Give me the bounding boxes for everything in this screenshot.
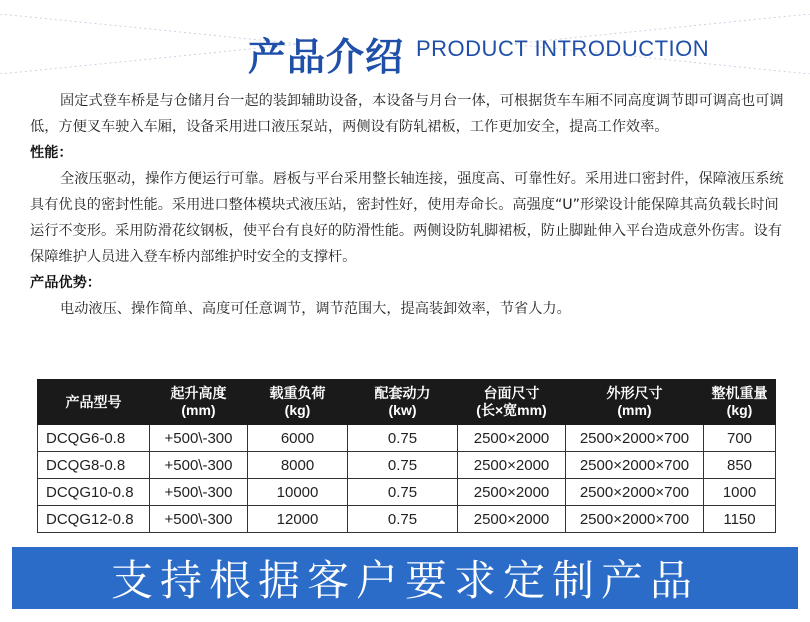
section-header (0, 24, 810, 79)
cell-platform-size: 2500×2000 (458, 425, 566, 452)
cell-weight: 700 (704, 425, 776, 452)
cell-load-capacity: 8000 (248, 452, 348, 479)
cell-model: DCQG6-0.8 (38, 425, 150, 452)
banner-text: 支持根据客户要求定制产品 (110, 556, 699, 605)
cell-lift-height: +500\-300 (150, 506, 248, 533)
header-weight: 整机重量 (kg) (704, 380, 776, 425)
cell-model: DCQG12-0.8 (38, 506, 150, 533)
advantages-paragraph: 电动液压、操作简单、高度可任意调节，调节范围大，提高装卸效率，节省人力。 (60, 301, 571, 317)
cell-overall-size: 2500×2000×700 (566, 425, 704, 452)
cell-weight: 1000 (704, 479, 776, 506)
header-lift-height: 起升高度 (mm) (150, 380, 248, 425)
product-description (30, 88, 790, 322)
table-header-row (38, 380, 776, 425)
table-row (38, 452, 776, 479)
header-power: 配套动力 (kw) (348, 380, 458, 425)
cell-weight: 850 (704, 452, 776, 479)
header-load-capacity: 载重负荷 (kg) (248, 380, 348, 425)
cell-load-capacity: 12000 (248, 506, 348, 533)
title-chinese: 产品介绍 (248, 35, 405, 79)
table-row (38, 479, 776, 506)
cell-lift-height: +500\-300 (150, 452, 248, 479)
header-overall-size: 外形尺寸 (mm) (566, 380, 704, 425)
title-english: PRODUCT INTRODUCTION (416, 36, 710, 61)
cell-overall-size: 2500×2000×700 (566, 452, 704, 479)
cell-overall-size: 2500×2000×700 (566, 479, 704, 506)
cell-power: 0.75 (348, 479, 458, 506)
cell-platform-size: 2500×2000 (458, 506, 566, 533)
cell-overall-size: 2500×2000×700 (566, 506, 704, 533)
header-platform-size: 台面尺寸 (长×宽mm) (458, 380, 566, 425)
cell-model: DCQG8-0.8 (38, 452, 150, 479)
cell-load-capacity: 10000 (248, 479, 348, 506)
performance-paragraph: 全液压驱动，操作方便运行可靠。唇板与平台采用整长轴连接，强度高、可靠性好。采用进口密封件，保障液压系统具有优良的密封性能。采用进口整体模块式液压站，密封性好，使用寿命长。高强度“U”形梁设计能保障其高负载长时间运行不变形。采用防滑花纹钢板，使平台有良好的防滑性能。两侧设防轧脚裙板，防止脚趾伸入平台造成意外伤害。设有保障维护人员进入登车桥内部维护时安全的支撑杆。 (30, 171, 784, 265)
cell-lift-height: +500\-300 (150, 479, 248, 506)
cell-lift-height: +500\-300 (150, 425, 248, 452)
advantages-heading: 产品优势： (30, 275, 101, 291)
cell-platform-size: 2500×2000 (458, 452, 566, 479)
cell-power: 0.75 (348, 452, 458, 479)
intro-paragraph: 固定式登车桥是与仓储月台一起的装卸辅助设备，本设备与月台一体，可根据货车车厢不同高度调节即可调高也可调低，方便叉车驶入车厢，设备采用进口液压泵站，两侧设有防轧裙板，工作更加安全，提高工作效率。 (30, 93, 784, 135)
cell-load-capacity: 6000 (248, 425, 348, 452)
table-row (38, 506, 776, 533)
spec-table (37, 379, 776, 533)
header-model: 产品型号 (38, 380, 150, 425)
cell-model: DCQG10-0.8 (38, 479, 150, 506)
cell-weight: 1150 (704, 506, 776, 533)
cell-platform-size: 2500×2000 (458, 479, 566, 506)
customization-banner (12, 547, 798, 609)
table-row (38, 425, 776, 452)
cell-power: 0.75 (348, 506, 458, 533)
performance-heading: 性能： (30, 145, 73, 161)
cell-power: 0.75 (348, 425, 458, 452)
